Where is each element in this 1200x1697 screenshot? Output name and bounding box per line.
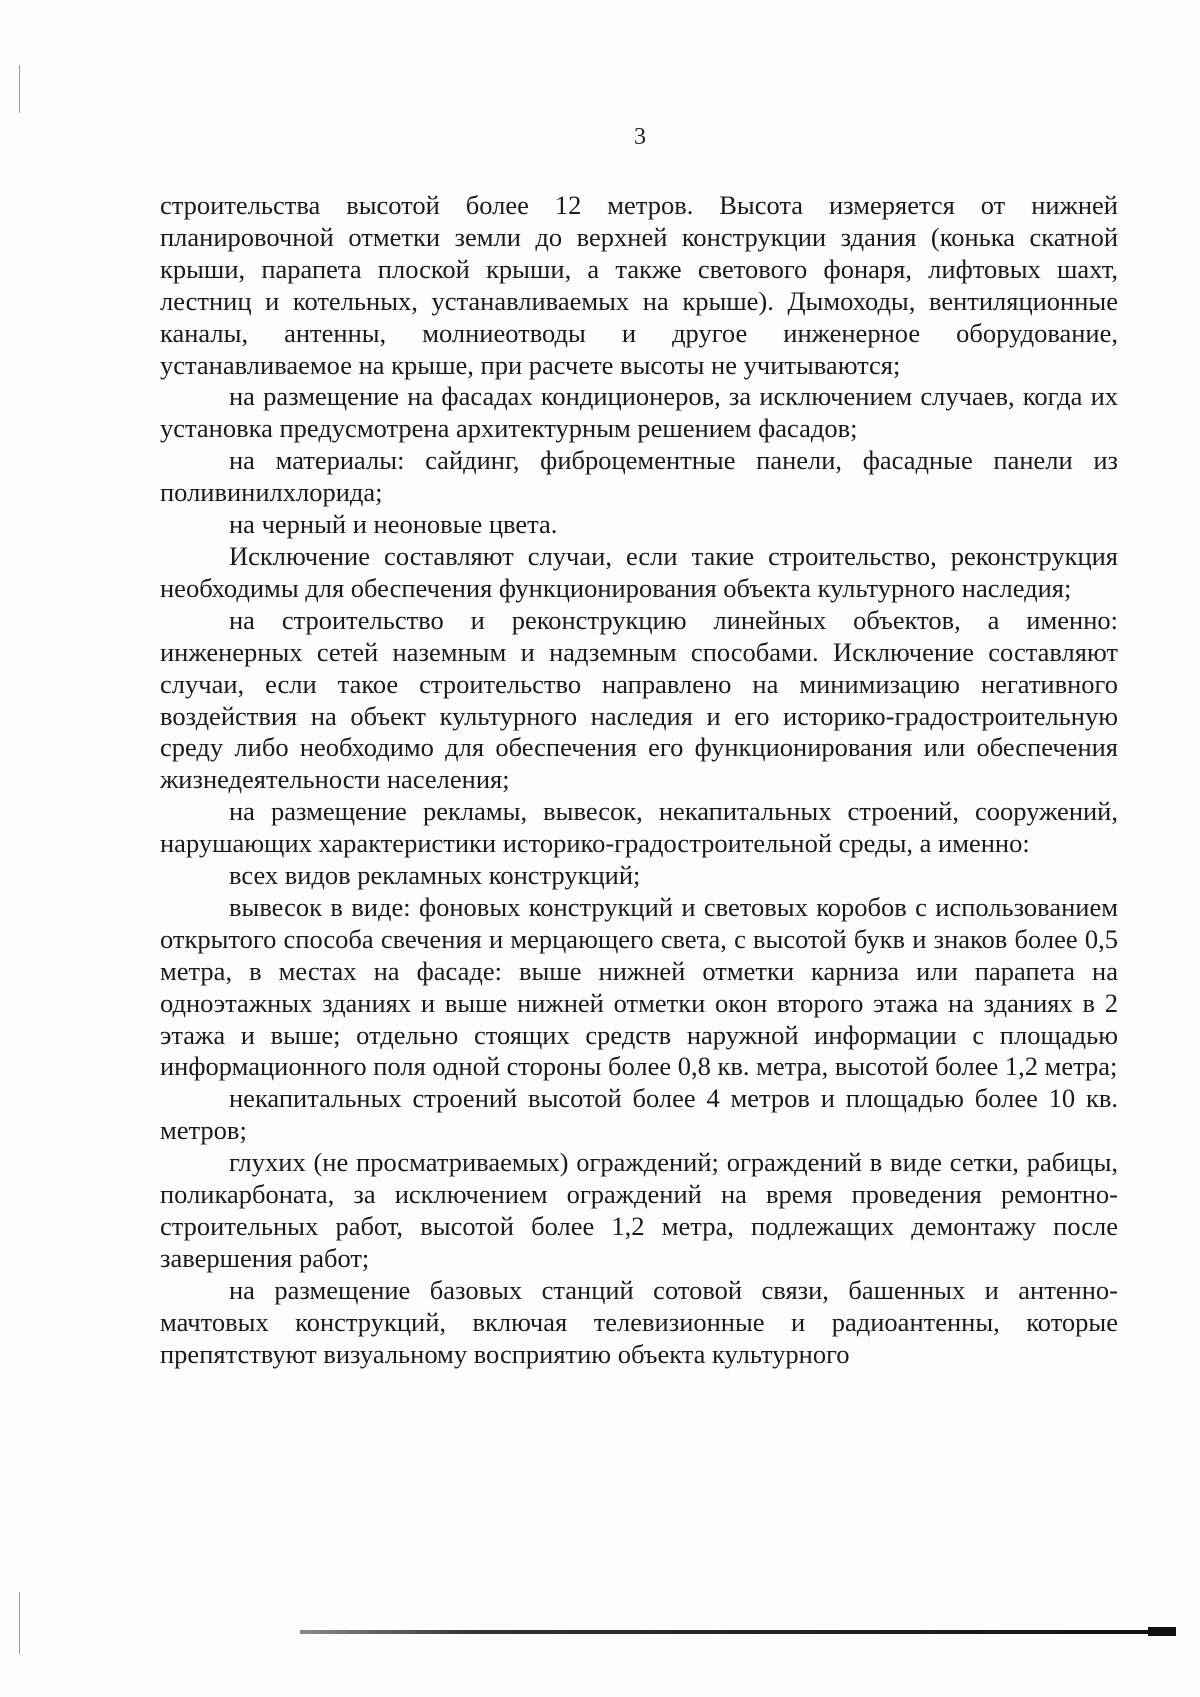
page-number: 3 [634,124,646,150]
paragraph: на размещение на фасадах кондиционеров, за исключением случаев, когда их установка предусмотрена архитектурным решением фасадов; [160,381,1118,444]
paragraph: на строительство и реконструкцию линейных объектов, а именно: инженерных сетей наземным и надземным способами. Исключение составляют случаи, если такое строительство направлено на минимизацию негативного воздействия на объект культурного наследия и его историко-градостроительную среду либо необходимо для обеспечения его функционирования или обеспечения жизнедеятельности населения; [160,604,1118,795]
paragraph: всех видов рекламных конструкций; [229,860,641,891]
document-body [160,190,1118,1371]
bottom-rule-end [1148,1627,1176,1636]
paragraph: Исключение составляют случаи, если такие строительство, реконструкция необходимы для обеспечения функционирования объекта культурного наследия; [160,540,1118,603]
scan-edge-mark-bottom [19,1592,20,1654]
scan-edge-mark-top [19,65,20,113]
paragraph: строительства высотой более 12 метров. Высота измеряется от нижней планировочной отметки земли до верхней конструкции здания (конька скатной крыши, парапета плоской крыши, а также светового фонаря, лифтовых шахт, лестниц и котельных, устанавливаемых на крыше). Дымоходы, вентиляционные каналы, антенны, молниеотводы и другое инженерное оборудование, устанавливаемое на крыше, при расчете высоты не учитываются; [160,190,1118,380]
paragraph: на размещение рекламы, вывесок, некапитальных строений, сооружений, нарушающих характеристики историко-градостроительной среды, а именно: [160,796,1118,859]
bottom-rule [300,1630,1176,1634]
paragraph: на размещение базовых станций сотовой связи, башенных и антенно-мачтовых конструкций, включая телевизионные и радиоантенны, которые препятствуют визуальному восприятию объекта культурного [160,1274,1118,1369]
paragraph: глухих (не просматриваемых) ограждений; ограждений в виде сетки, рабицы, поликарбоната, за исключением ограждений на время проведения ремонтно-строительных работ, высотой более 1,2 метра, подлежащих демонтажу после завершения работ; [160,1147,1118,1273]
paragraph: некапитальных строений высотой более 4 метров и площадью более 10 кв. метров; [160,1083,1118,1146]
paragraph: вывесок в виде: фоновых конструкций и световых коробов с использованием открытого способа свечения и мерцающего света, с высотой букв и знаков более 0,5 метра, в местах на фасаде: выше нижней отметки карниза или парапета на одноэтажных зданиях и выше нижней отметки окон второго этажа на зданиях в 2 этажа и выше; отдельно стоящих средств наружной информации с площадью информационного поля одной стороны более 0,8 кв. метра, высотой более 1,2 метра; [160,891,1118,1082]
paragraph: на материалы: сайдинг, фиброцементные панели, фасадные панели из поливинилхлорида; [160,445,1118,508]
paragraph: на черный и неоновые цвета. [229,509,558,540]
